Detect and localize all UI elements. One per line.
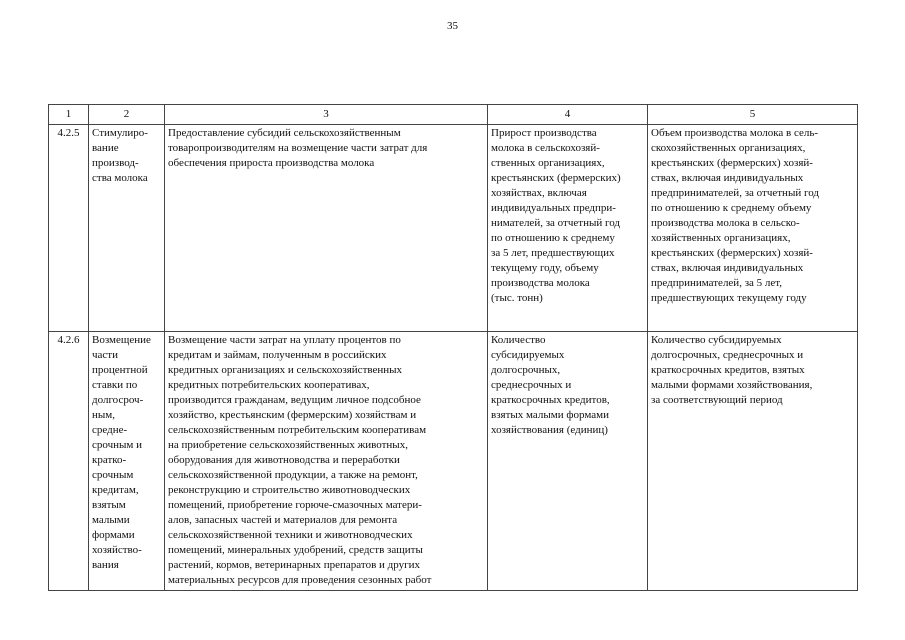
cell-text-line: обеспечения прироста производства молока (168, 157, 375, 169)
page-number: 35 (447, 20, 458, 32)
cell-text-line: формами (92, 529, 135, 541)
cell-text-line: реконструкцию и строительство животноводческих (168, 484, 411, 496)
cell-text-line: хозяйственных организациях, (651, 232, 791, 244)
cell-text-line: части (92, 349, 118, 361)
cell-text-line: крестьянских (фермерских) хозяй- (651, 247, 813, 259)
cell-text-line: малыми (92, 514, 130, 526)
cell-text-line: долгосрочных, среднесрочных и (651, 349, 804, 361)
cell-text-line: производства молока (491, 277, 590, 289)
cell-text-line: хозяйство- (92, 544, 142, 556)
cell-text-line: на приобретение сельскохозяйственных животных, (168, 439, 408, 451)
cell-text-line: краткосрочных кредитов, взятых (651, 364, 805, 376)
header-col-1: 1 (49, 105, 89, 125)
cell-text-line: Возмещение части затрат на уплату процентов по (168, 334, 401, 346)
header-col-2: 2 (89, 105, 165, 125)
header-col-4: 4 (488, 105, 648, 125)
cell-text-line: предпринимателей, за 5 лет, (651, 277, 783, 289)
cell-text-line: Объем производства молока в сель- (651, 127, 819, 139)
cell-text-line: сельскохозяйственной продукции, а также на ремонт, (168, 469, 418, 481)
cell-text-line: хозяйствах, включая (491, 187, 587, 199)
measure-name-cell (89, 332, 165, 591)
cell-text-line: за соответствующий период (651, 394, 783, 406)
cell-text-line: ства молока (92, 172, 148, 184)
table-row (49, 332, 858, 591)
measure-description-cell (165, 332, 488, 591)
cell-text-line: кратко- (92, 454, 127, 466)
cell-text-line: (тыс. тонн) (491, 292, 543, 304)
row-number: 4.2.5 (49, 125, 89, 332)
cell-text-line: срочным (92, 469, 134, 481)
cell-text-line: кредитных потребительских кооперативах, (168, 379, 370, 391)
cell-text-line: кредитам, (92, 484, 139, 496)
cell-text-line: долгосрочных, (491, 364, 561, 376)
cell-text-line: Прирост производства (491, 127, 597, 139)
cell-text-line: производится гражданам, ведущим личное подсобное (168, 394, 421, 406)
cell-text-line: производ- (92, 157, 139, 169)
cell-text-line: среднесрочных и (491, 379, 572, 391)
cell-text-line: товаропроизводителям на возмещение части затрат для (168, 142, 428, 154)
cell-text-line: помещений, минеральных удобрений, средств защиты (168, 544, 423, 556)
cell-text-line: крестьянских (фермерских) (491, 172, 621, 184)
cell-text-line: оборудования для животноводства и переработки (168, 454, 400, 466)
cell-text-line: Стимулиро- (92, 127, 148, 139)
cell-text-line: алов, запасных частей и материалов для ремонта (168, 514, 398, 526)
program-measures-table (48, 104, 858, 591)
cell-text-line: хозяйствования (единиц) (491, 424, 608, 436)
cell-text-line: взятым (92, 499, 126, 511)
indicator-cell (488, 332, 648, 591)
cell-text-line: хозяйство, крестьянским (фермерским) хозяйствам и (168, 409, 417, 421)
cell-text-line: по отношению к среднему (491, 232, 615, 244)
cell-text-line: вания (92, 559, 119, 571)
cell-text-line: сельскохозяйственной техники и животноводческих (168, 529, 413, 541)
cell-text-line: ставки по (92, 379, 138, 391)
cell-text-line: помещений, приобретение горюче-смазочных матери- (168, 499, 422, 511)
cell-text-line: растений, кормов, ветеринарных препаратов и других (168, 559, 421, 571)
calculation-cell (648, 332, 858, 591)
cell-text-line: сельскохозяйственным потребительским кооперативам (168, 424, 427, 436)
cell-text-line: Количество субсидируемых (651, 334, 782, 346)
cell-text-line: долгосроч- (92, 394, 144, 406)
cell-text-line: скохозяйственных организациях, (651, 142, 806, 154)
header-col-5: 5 (648, 105, 858, 125)
cell-text-line: малыми формами хозяйствования, (651, 379, 813, 391)
measure-description-cell (165, 125, 488, 332)
cell-text-line: Возмещение (92, 334, 151, 346)
cell-text-line: вание (92, 142, 119, 154)
cell-text-line: ным, (92, 409, 115, 421)
cell-text-line: средне- (92, 424, 128, 436)
calculation-cell (648, 125, 858, 332)
cell-text-line: Количество (491, 334, 546, 346)
cell-text-line: Предоставление субсидий сельскохозяйственным (168, 127, 401, 139)
row-number: 4.2.6 (49, 332, 89, 591)
table-row (49, 125, 858, 332)
cell-text-line: кредитных организациях и сельскохозяйственных (168, 364, 403, 376)
measure-name-cell (89, 125, 165, 332)
cell-text-line: взятых малыми формами (491, 409, 609, 421)
cell-text-line: предпринимателей, за отчетный год (651, 187, 819, 199)
cell-text-line: молока в сельскохозяй- (491, 142, 600, 154)
indicator-cell (488, 125, 648, 332)
cell-text-line: производства молока в сельско- (651, 217, 800, 229)
cell-text-line: процентной (92, 364, 148, 376)
cell-text-line: ствах, включая индивидуальных (651, 172, 804, 184)
cell-text-line: ственных организациях, (491, 157, 605, 169)
cell-text-line: нимателей, за отчетный год (491, 217, 620, 229)
header-row (49, 105, 858, 125)
cell-text-line: субсидируемых (491, 349, 565, 361)
cell-text-line: по отношению к среднему объему (651, 202, 812, 214)
cell-text-line: краткосрочных кредитов, (491, 394, 610, 406)
cell-text-line: материальных ресурсов для проведения сезонных работ (168, 574, 432, 586)
cell-text-line: ствах, включая индивидуальных (651, 262, 804, 274)
cell-text-line: за 5 лет, предшествующих (491, 247, 615, 259)
cell-text-line: предшествующих текущему году (651, 292, 807, 304)
cell-text-line: текущему году, объему (491, 262, 599, 274)
cell-text-line: индивидуальных предпри- (491, 202, 616, 214)
cell-text-line: срочным и (92, 439, 143, 451)
cell-text-line: кредитам и займам, полученным в российских (168, 349, 387, 361)
header-col-3: 3 (165, 105, 488, 125)
cell-text-line: крестьянских (фермерских) хозяй- (651, 157, 813, 169)
